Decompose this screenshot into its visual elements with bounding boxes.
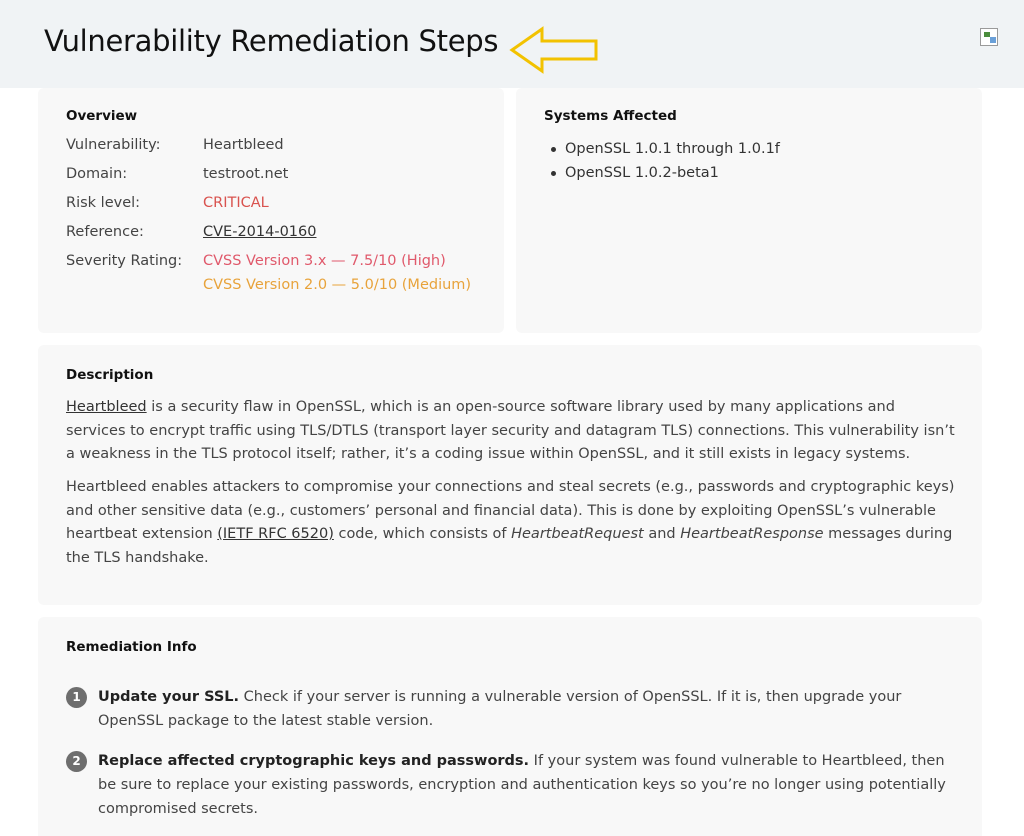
description-title: Description — [66, 367, 154, 383]
remediation-card — [38, 617, 982, 836]
step-heading: Replace affected cryptographic keys and passwords. — [98, 753, 530, 769]
page-title: Vulnerability Remediation Steps — [44, 24, 499, 58]
page-header — [0, 0, 1024, 88]
step-body: Check if your server is running a vulnerable version of OpenSSL. If it is, then upgrade your OpenSSL package to the latest stable version. — [98, 689, 902, 729]
overview-label: Reference: — [66, 224, 144, 240]
heartbleed-link[interactable]: Heartbleed — [66, 399, 147, 415]
heartbeat-request-term: HeartbeatRequest — [511, 526, 644, 542]
domain-value: testroot.net — [203, 166, 289, 182]
overview-label: Vulnerability: — [66, 137, 161, 153]
step-body: If your system was found vulnerable to Heartbleed, then be sure to replace your existing passwords, encryption and authentication keys so you’re no longer using potentially compromised secrets. — [98, 753, 946, 817]
left-arrow-icon — [508, 26, 600, 76]
remediation-title: Remediation Info — [66, 639, 197, 655]
heartbeat-response-term: HeartbeatResponse — [680, 526, 824, 542]
description-text: and — [643, 526, 681, 542]
step-number-badge: 1 — [66, 687, 87, 708]
list-item: OpenSSL 1.0.2-beta1 — [544, 161, 780, 185]
overview-label: Domain: — [66, 166, 128, 182]
remediation-step-1 — [66, 685, 956, 733]
list-item: OpenSSL 1.0.1 through 1.0.1f — [544, 137, 780, 161]
description-paragraph-1 — [66, 396, 956, 467]
description-text: is a security flaw in OpenSSL, which is an open-source software library used by many applications and services to encrypt traffic using TLS/DTLS (transport layer security and datagram TLS) connections. This vulnerability isn’t a weakness in the TLS protocol itself; rather, it’s a coding issue within OpenSSL, and it still exists in legacy systems. — [66, 399, 955, 462]
description-text: code, which consists of — [333, 526, 512, 542]
remediation-step-2 — [66, 749, 956, 821]
systems-list — [544, 137, 780, 185]
ietf-rfc-link[interactable]: (IETF RFC 6520) — [217, 526, 334, 542]
overview-title: Overview — [66, 108, 138, 124]
step-text — [98, 685, 956, 733]
step-number-badge: 2 — [66, 751, 87, 772]
description-text: messages during the TLS handshake. — [66, 526, 953, 566]
description-text: Heartbleed enables attackers to compromise your connections and steal secrets (e.g., passwords and cryptographic keys) and other sensitive data (e.g., customers’ personal and financial data). This is done by exploiting OpenSSL’s vulnerable heartbeat extension — [66, 479, 955, 542]
overview-label: Risk level: — [66, 195, 141, 211]
overview-card — [38, 88, 504, 333]
cvss3-rating: CVSS Version 3.x — 7.5/10 (High) — [203, 253, 446, 269]
step-text — [98, 749, 956, 821]
description-paragraph-2 — [66, 476, 956, 570]
description-card — [38, 345, 982, 605]
systems-affected-card — [516, 88, 982, 333]
vulnerability-value: Heartbleed — [203, 137, 284, 153]
step-heading: Update your SSL. — [98, 689, 240, 705]
overview-label: Severity Rating: — [66, 253, 183, 269]
systems-affected-title: Systems Affected — [544, 108, 677, 124]
broken-image-icon — [980, 28, 998, 46]
risk-level-value: CRITICAL — [203, 195, 269, 211]
cve-reference-link[interactable]: CVE-2014-0160 — [203, 224, 317, 240]
cvss2-rating: CVSS Version 2.0 — 5.0/10 (Medium) — [203, 277, 472, 293]
